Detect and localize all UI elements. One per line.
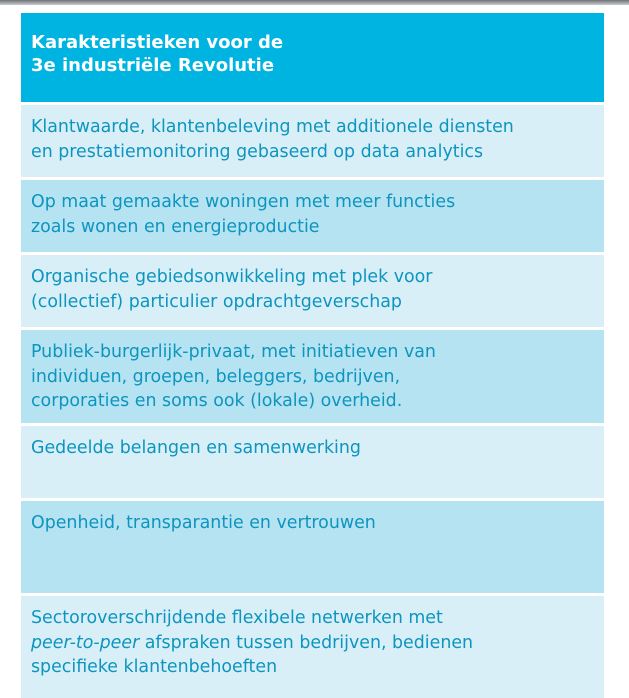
table-row (21, 327, 604, 423)
row-text-line: Klantwaarde, klantenbeleving met additionele diensten (31, 117, 514, 137)
row-text-line: Gedeelde belangen en samenwerking (31, 438, 361, 458)
table-row (21, 498, 604, 593)
table-row (21, 423, 604, 498)
table-row (21, 102, 604, 177)
row-text-fragment: afspraken tussen bedrijven, bedienen (139, 632, 474, 653)
row-text-line: Organische gebiedsonwikkeling met plek voor (31, 267, 433, 287)
characteristics-table (21, 13, 604, 698)
row-text-line: Op maat gemaakte woningen met meer functies (31, 192, 456, 212)
header-line-1: Karakteristieken voor de (31, 32, 284, 53)
table-row (21, 177, 604, 252)
table-header (21, 13, 604, 102)
row-text-line: Publiek-burgerlijk-privaat, met initiatieven van (31, 342, 436, 362)
row-text-line: (collectief) particulier opdrachtgeverschap (31, 291, 402, 312)
table-row (21, 593, 604, 698)
row-text-line: zoals wonen en energieproductie (31, 216, 320, 237)
row-text-line: Sectoroverschrijdende flexibele netwerken met (31, 608, 443, 628)
row-text-line: individuen, groepen, beleggers, bedrijven, (31, 366, 401, 387)
header-line-2: 3e industriële Revolutie (31, 55, 275, 76)
italic-term: peer-to-peer (31, 632, 140, 653)
row-text-line: Openheid, transparantie en vertrouwen (31, 513, 376, 533)
row-text-line: corporaties en soms ook (lokale) overheid. (31, 391, 403, 411)
row-text-line: specifieke klantenbehoeften (31, 657, 278, 677)
table-row (21, 252, 604, 327)
row-text-line (31, 631, 596, 656)
row-text-line: en prestatiemonitoring gebaseerd op data analytics (31, 141, 484, 162)
window-top-edge (0, 0, 629, 5)
